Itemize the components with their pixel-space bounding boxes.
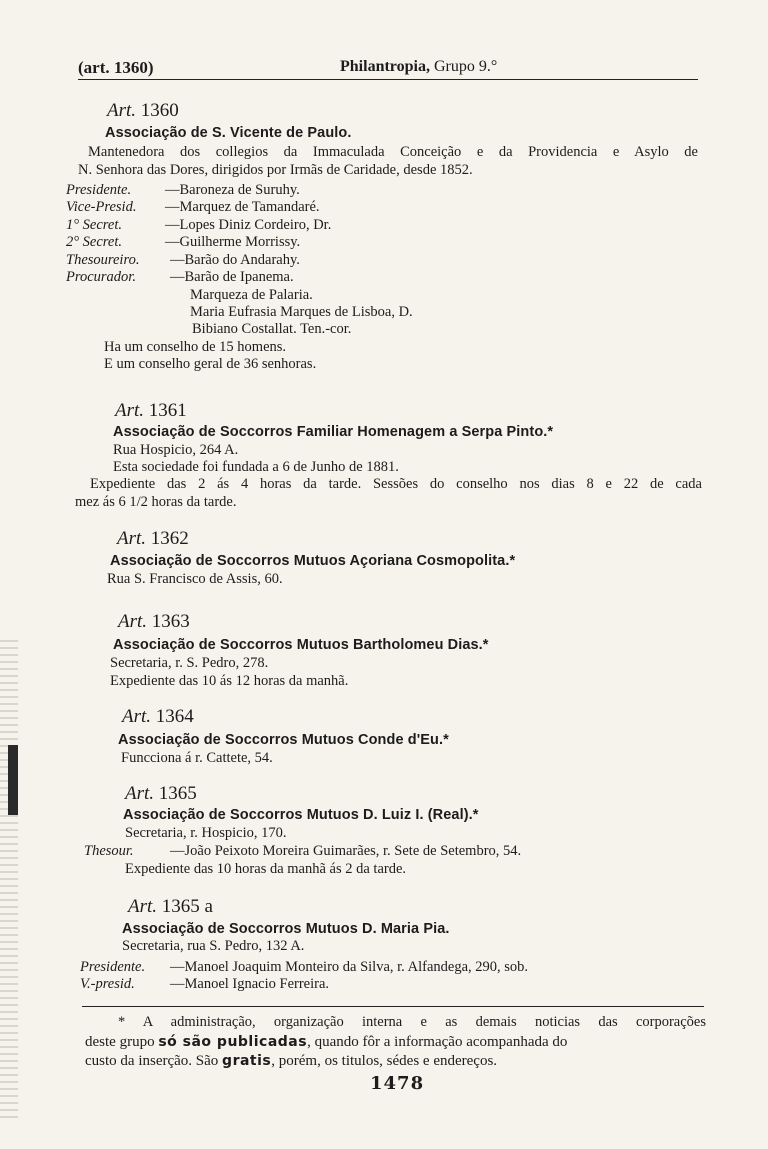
- officer-role: Thesoureiro.: [66, 252, 140, 268]
- officer-role: Procurador.: [66, 269, 136, 285]
- article-number: 1361: [144, 400, 187, 421]
- footnote-rule: [82, 1006, 704, 1007]
- page-number: 1478: [370, 1073, 425, 1094]
- officer-role: Thesour.: [84, 843, 134, 859]
- article-number: 1365 a: [157, 896, 213, 917]
- article-address-1364: Funcciona á r. Cattete, 54.: [121, 750, 273, 766]
- article-hours-1365: Expediente das 10 horas da manhã ás 2 da tarde.: [125, 861, 407, 877]
- scan-edge-mark: [8, 745, 18, 815]
- article-title-1361: Associação de Soccorros Familiar Homenagem a Serpa Pinto.*: [113, 424, 554, 440]
- article-label: Art.: [117, 528, 147, 549]
- footnote-line1: * A administração, organização interna e as demais noticias das corporações: [118, 1014, 706, 1030]
- article-heading-1362: [117, 528, 189, 550]
- officer-name: —Barão de Ipanema.: [170, 269, 294, 285]
- footnote-emphasis: gratis: [222, 1053, 272, 1069]
- member-name: Bibiano Costallat. Ten.-cor.: [192, 321, 352, 337]
- footnote-text: custo da inserção. São: [85, 1053, 223, 1069]
- officer-name: —Guilherme Morrissy.: [165, 234, 301, 250]
- article-heading-1364: [122, 706, 194, 728]
- article-number: 1363: [147, 611, 190, 632]
- header-section-group: Grupo 9.°: [429, 58, 498, 75]
- article-title-1365a: Associação de Soccorros Mutuos D. Maria Pia.: [122, 921, 450, 937]
- article-address-1365: Secretaria, r. Hospicio, 170.: [125, 825, 287, 841]
- article-title-1362: Associação de Soccorros Mutuos Açoriana Cosmopolita.*: [110, 553, 516, 569]
- article-address-1362: Rua S. Francisco de Assis, 60.: [107, 571, 283, 587]
- article-heading-1360: [107, 100, 179, 122]
- officer-role: Presidente.: [80, 959, 146, 975]
- article-heading-1361: [115, 400, 187, 422]
- article-number: 1365: [154, 783, 197, 804]
- article-title-1363: Associação de Soccorros Mutuos Bartholomeu Dias.*: [113, 637, 489, 653]
- footnote-line3: [85, 1052, 497, 1071]
- article-label: Art.: [107, 100, 137, 121]
- article-title-1364: Associação de Soccorros Mutuos Conde d'Eu.*: [118, 732, 449, 748]
- article-address-1363: Secretaria, r. S. Pedro, 278.: [110, 655, 269, 671]
- article-label: Art.: [125, 783, 155, 804]
- article-address-1361: Rua Hospicio, 264 A.: [113, 442, 239, 458]
- member-name: Maria Eufrasia Marques de Lisboa, D.: [190, 304, 413, 320]
- article-label: Art.: [128, 896, 158, 917]
- footnote-line2: [85, 1033, 567, 1052]
- article-desc-1360-line2: N. Senhora das Dores, dirigidos por Irmãs de Caridade, desde 1852.: [78, 162, 473, 178]
- footnote-text: deste grupo: [85, 1034, 159, 1050]
- member-name: Marqueza de Palaria.: [190, 287, 313, 303]
- article-heading-1365: [125, 783, 197, 805]
- header-article-ref: (art. 1360): [78, 58, 154, 77]
- footnote-text: , porém, os titulos, sédes e endereços.: [271, 1053, 498, 1069]
- article-hours-1363: Expediente das 10 ás 12 horas da manhã.: [110, 673, 349, 689]
- officer-name: —Barão do Andarahy.: [170, 252, 300, 268]
- header-rule: [78, 79, 698, 80]
- officer-name: —Manoel Ignacio Ferreira.: [170, 976, 330, 992]
- article-address-1365a: Secretaria, rua S. Pedro, 132 A.: [122, 938, 305, 954]
- article-founded-1361: Esta sociedade foi fundada a 6 de Junho de 1881.: [113, 459, 399, 475]
- officer-role: 1° Secret.: [66, 217, 122, 233]
- article-heading-1363: [118, 611, 190, 633]
- scan-edge-noise: [0, 640, 18, 1120]
- article-hours-1361-line2: mez ás 6 1/2 horas da tarde.: [75, 494, 237, 510]
- article-label: Art.: [118, 611, 148, 632]
- officer-role: V.-presid.: [80, 976, 135, 992]
- header-section-bold: Philantropia,: [340, 58, 430, 75]
- officer-name: —João Peixoto Moreira Guimarães, r. Sete de Setembro, 54.: [170, 843, 522, 859]
- officer-name: —Baroneza de Suruhy.: [165, 182, 300, 198]
- council-note: E um conselho geral de 36 senhoras.: [104, 356, 317, 372]
- council-note: Ha um conselho de 15 homens.: [104, 339, 287, 355]
- officer-role: Presidente.: [66, 182, 132, 198]
- article-number: 1360: [136, 100, 179, 121]
- officer-name: —Lopes Diniz Cordeiro, Dr.: [165, 217, 332, 233]
- footnote-text: , quando fôr a informação acompanhada do: [307, 1034, 568, 1050]
- article-title-1365: Associação de Soccorros Mutuos D. Luiz I. (Real).*: [123, 807, 479, 823]
- article-hours-1361-line1: Expediente das 2 ás 4 horas da tarde. Sessões do conselho nos dias 8 e 22 de cada: [90, 476, 702, 492]
- article-heading-1365a: [128, 896, 213, 918]
- article-label: Art.: [122, 706, 152, 727]
- article-number: 1362: [146, 528, 189, 549]
- article-label: Art.: [115, 400, 145, 421]
- officer-name: —Marquez de Tamandaré.: [165, 199, 320, 215]
- article-desc-1360-line1: Mantenedora dos collegios da Immaculada Conceição e da Providencia e Asylo de: [88, 144, 698, 160]
- officer-name: —Manoel Joaquim Monteiro da Silva, r. Alfandega, 290, sob.: [170, 959, 529, 975]
- header-section-title: [340, 58, 497, 76]
- officer-role: 2° Secret.: [66, 234, 122, 250]
- article-title-1360: Associação de S. Vicente de Paulo.: [105, 125, 352, 141]
- officer-role: Vice-Presid.: [66, 199, 137, 215]
- footnote-emphasis: só são publicadas: [158, 1034, 308, 1050]
- running-header: [78, 58, 698, 80]
- article-number: 1364: [151, 706, 194, 727]
